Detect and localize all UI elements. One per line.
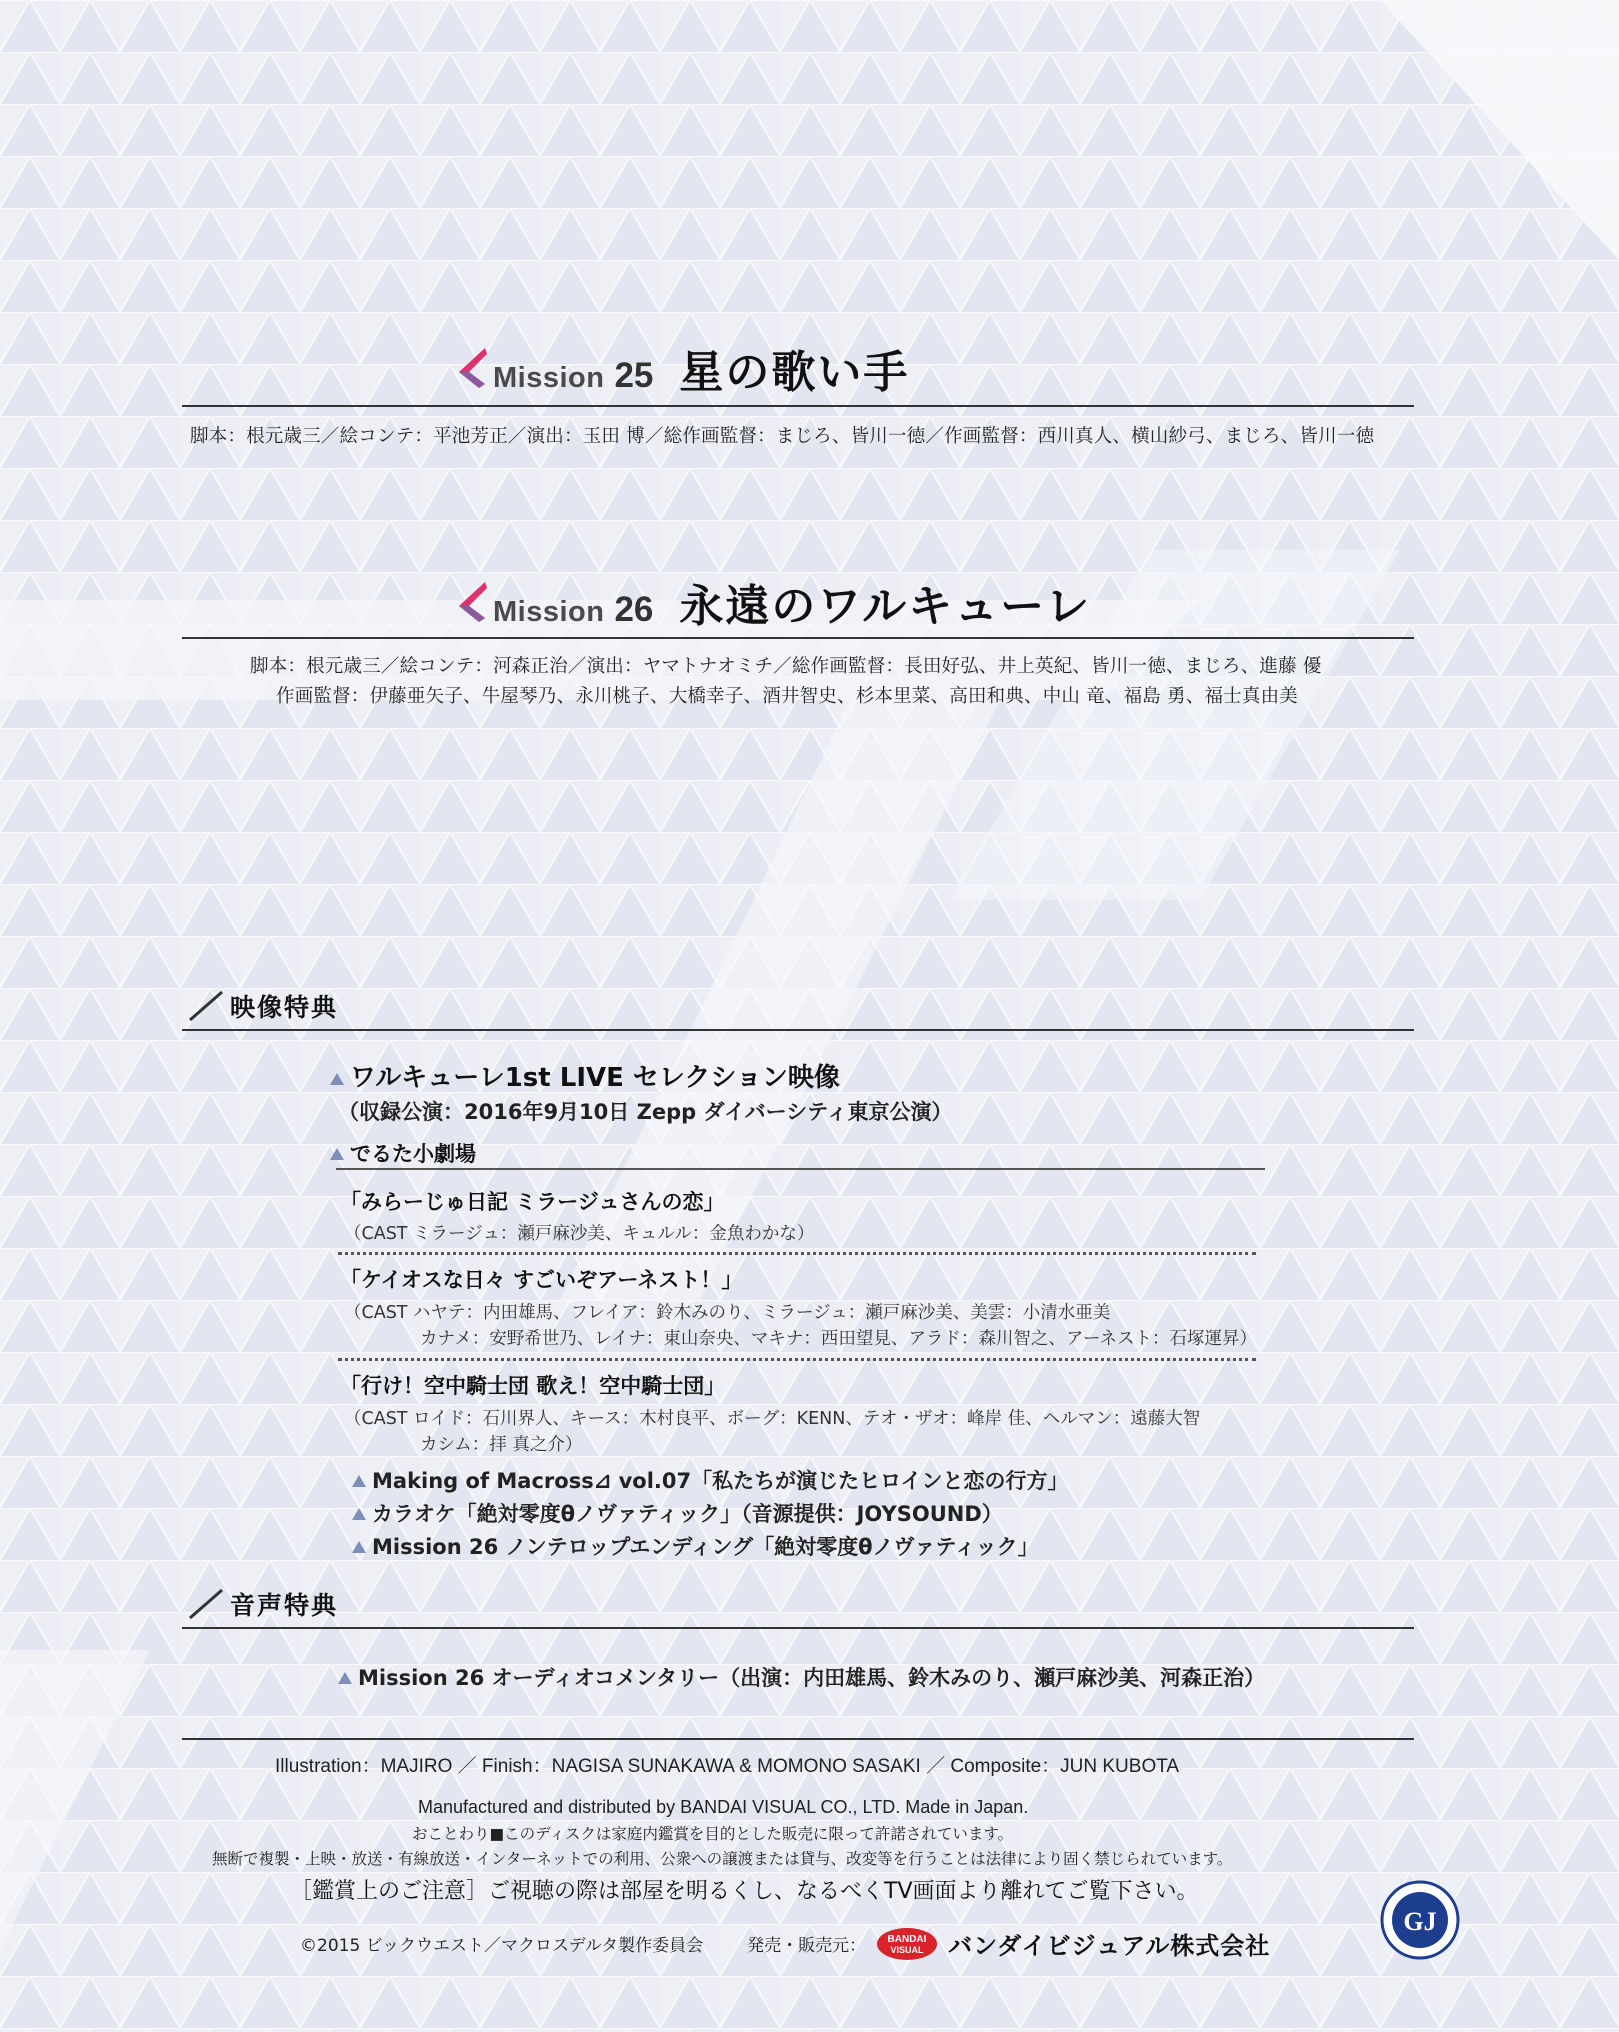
chevron-icon bbox=[455, 346, 487, 390]
divider-rule bbox=[336, 1168, 1265, 1170]
live-selection-title bbox=[330, 1057, 840, 1094]
theater-title: 「ケイオスな日々 すごいぞアーネスト！」 bbox=[340, 1268, 743, 1292]
notice-line-2: 無断で複製・上映・放送・有線放送・インターネットでの利用、公衆への譲渡または貸与、改変等を行うことは法律により固く禁じられています。 bbox=[212, 1850, 1233, 1868]
bandai-visual-logo-icon bbox=[876, 1927, 938, 1961]
triangle-bullet-icon bbox=[352, 1475, 366, 1487]
section-title: 音声特典 bbox=[230, 1591, 339, 1620]
theater-cast: （CAST ロイド：石川界人、キース：木村良平、ボーグ：KENN、テオ・ザオ：峰岸 佳、ヘルマン：遠藤大智 bbox=[344, 1409, 1201, 1429]
extra-item bbox=[352, 1465, 1069, 1495]
dotted-divider bbox=[338, 1252, 1256, 1255]
mission-25-credits: 脚本：根元歳三／絵コンテ：平池芳正／演出：玉田 博／総作画監督：まじろ、皆川一徳／作画監督：西川真人、横山紗弓、まじろ、皆川一徳 bbox=[190, 426, 1375, 447]
bv-logo-line1: BANDAI bbox=[887, 1933, 927, 1945]
mission-number: 26 bbox=[614, 590, 654, 629]
audio-bonus-heading bbox=[186, 1586, 338, 1622]
triangle-bullet-icon bbox=[352, 1541, 366, 1553]
certification-seal-icon bbox=[1380, 1880, 1460, 1960]
theater-title: 「みらーじゅ日記 ミラージュさんの恋」 bbox=[340, 1190, 725, 1214]
mission-label: Mission bbox=[493, 362, 605, 394]
divider-rule bbox=[182, 637, 1414, 639]
triangle-bullet-icon bbox=[352, 1508, 366, 1520]
theater-title: 「行け！空中騎士団 歌え！空中騎士団」 bbox=[340, 1374, 726, 1398]
divider-rule bbox=[182, 1627, 1414, 1629]
extra-item-text: Making of Macross⊿ vol.07「私たちが演じたヒロインと恋の行方」 bbox=[372, 1469, 1069, 1493]
theater-heading bbox=[330, 1138, 476, 1168]
theater-cast: カナメ：安野希世乃、レイナ：東山奈央、マキナ：西田望見、アラド：森川智之、アーネスト：石塚運昇） bbox=[420, 1329, 1258, 1349]
slash-icon bbox=[186, 990, 226, 1022]
divider-rule bbox=[182, 1738, 1414, 1740]
mission-26-heading bbox=[455, 570, 1091, 634]
mission-title: 永遠のワルキューレ bbox=[679, 581, 1092, 632]
viewing-notice: ［鑑賞上のご注意］ご視聴の際は部屋を明るくし、なるべくTV画面より離れてご覧下さい。 bbox=[290, 1879, 1199, 1904]
mission-label: Mission bbox=[493, 596, 605, 628]
divider-rule bbox=[182, 405, 1414, 407]
section-title: 映像特典 bbox=[230, 993, 339, 1022]
mission-25-heading bbox=[455, 336, 909, 400]
seller-label: 発売・販売元： bbox=[747, 1936, 867, 1956]
dotted-divider bbox=[338, 1358, 1256, 1361]
mission-26-credits-line1: 脚本：根元歳三／絵コンテ：河森正治／演出：ヤマトナオミチ／総作画監督：長田好弘、井上英紀、皆川一徳、まじろ、進藤 優 bbox=[250, 656, 1322, 677]
triangle-bullet-icon bbox=[330, 1073, 344, 1085]
copyright-text: ©2015 ビックウエスト／マクロスデルタ製作委員会 bbox=[300, 1936, 704, 1956]
mission-26-credits-line2: 作画監督：伊藤亜矢子、牛屋琴乃、永川桃子、大橋幸子、酒井智史、杉本里菜、高田和典、中山 竜、福島 勇、福士真由美 bbox=[276, 686, 1298, 707]
live-selection-subtitle: （収録公演：2016年9月10日 Zepp ダイバーシティ東京公演） bbox=[338, 1100, 953, 1124]
copyright-row bbox=[300, 1926, 1270, 1961]
theater-cast: （CAST ハヤテ：内田雄馬、フレイア：鈴木みのり、ミラージュ：瀬戸麻沙美、美雲：小清水亜美 bbox=[344, 1303, 1111, 1323]
triangle-bullet-icon bbox=[338, 1672, 352, 1684]
mission-title: 星の歌い手 bbox=[679, 347, 910, 398]
triangle-bullet-icon bbox=[330, 1148, 344, 1160]
theater-cast: （CAST ミラージュ：瀬戸麻沙美、キュルル：金魚わかな） bbox=[344, 1224, 815, 1244]
video-bonus-heading bbox=[186, 988, 338, 1024]
chevron-icon bbox=[455, 580, 487, 624]
extra-item-text: カラオケ「絶対零度θノヴァティック」（音源提供：JOYSOUND） bbox=[372, 1502, 1003, 1526]
extra-item bbox=[352, 1531, 1039, 1561]
company-name: バンダイビジュアル株式会社 bbox=[948, 1932, 1271, 1960]
slash-icon bbox=[186, 1588, 226, 1620]
extra-item-text: Mission 26 ノンテロップエンディング「絶対零度θノヴァティック」 bbox=[372, 1535, 1039, 1559]
bv-logo-line2: VISUAL bbox=[890, 1944, 924, 1955]
theater-heading-text: でるた小劇場 bbox=[350, 1142, 476, 1166]
notice-line-1: おことわり■このディスクは家庭内鑑賞を目的とした販売に限って許諾されています。 bbox=[412, 1825, 1014, 1843]
divider-rule bbox=[182, 1029, 1414, 1031]
audio-item-text: Mission 26 オーディオコメンタリー（出演：内田雄馬、鈴木みのり、瀬戸麻沙美、河森正治） bbox=[358, 1666, 1266, 1690]
extra-item bbox=[352, 1498, 1003, 1528]
audio-commentary-item bbox=[338, 1662, 1265, 1692]
theater-cast: カシム：拝 真之介） bbox=[420, 1435, 583, 1455]
mission-number: 25 bbox=[614, 356, 654, 395]
manufactured-line: Manufactured and distributed by BANDAI VISUAL CO., LTD. Made in Japan. bbox=[418, 1797, 1029, 1817]
staff-credits: Illustration：MAJIRO ／ Finish：NAGISA SUNAKAWA & MOMONO SASAKI ／ Composite：JUN KUBOTA bbox=[275, 1756, 1180, 1777]
seal-letters: GJ bbox=[1403, 1907, 1437, 1936]
live-title-text: ワルキューレ1st LIVE セレクション映像 bbox=[350, 1063, 840, 1093]
